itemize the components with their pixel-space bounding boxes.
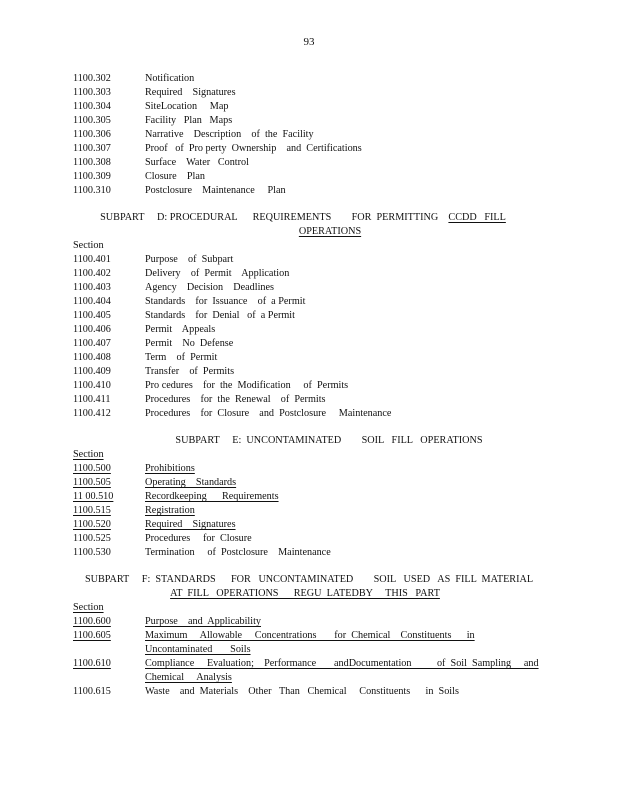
section-title: Term of Permit [145,352,218,363]
section-title: SiteLocation Map [145,101,229,112]
section-column-label: Section [73,240,104,251]
section-number: 1100.520 [73,519,111,530]
section-title: Facility Plan Maps [145,115,233,126]
section-title: Proof of Pro perty Ownership and Certifications [145,143,362,154]
section-title: Notification [145,73,195,84]
subpart-e-heading: SUBPART E: UNCONTAMINATED SOIL FILL OPERATIONS [175,435,483,446]
section-number: 11 00.510 [73,491,114,502]
subpart-f-heading-underlined: AT FILL OPERATIONS REGU LATEDBY THIS PART [170,588,440,599]
subpart-d-heading [0,211,618,225]
subpart-d-heading-underlined: CCDD FILL [448,212,506,223]
section-number: 1100.610 [73,658,111,669]
section-number: 1100.404 [73,296,111,307]
section-number: 1100.615 [73,686,111,697]
section-number: 1100.605 [73,630,111,641]
section-number: 1100.309 [73,171,111,182]
section-title-continued: Uncontaminated Soils [145,644,251,655]
section-title: Purpose of Subpart [145,254,234,265]
subpart-d-heading-line2 [0,225,618,239]
section-title: Recordkeeping Requirements [145,491,279,502]
subpart-f-heading-line2 [0,587,618,601]
subpart-f-heading: SUBPART F: STANDARDS FOR UNCONTAMINATED SOIL USED AS FILL MATERIAL [84,574,534,585]
section-number: 1100.308 [73,157,111,168]
section-column-label: Section [73,602,104,613]
section-number: 1100.303 [73,87,111,98]
section-number: 1100.411 [73,394,111,405]
section-number: 1100.403 [73,282,111,293]
section-title: Waste and Materials Other Than Chemical Constituents in Soils [145,686,459,697]
section-number: 1100.406 [73,324,111,335]
page-number: 93 [303,36,315,48]
section-title: Purpose and Applicability [145,616,262,627]
section-title: Postclosure Maintenance Plan [145,185,286,196]
section-column-label: Section [73,449,104,460]
section-number: 1100.500 [73,463,111,474]
section-number: 1100.305 [73,115,111,126]
section-number: 1100.401 [73,254,111,265]
section-title: Required Signatures [145,87,236,98]
section-title: Prohibitions [145,463,195,474]
section-number: 1100.307 [73,143,111,154]
section-title: Maximum Allowable Concentrations for Chemical Constituents in [145,630,475,641]
section-title: Permit No Defense [145,338,234,349]
section-number: 1100.515 [73,505,111,516]
section-title: Standards for Issuance of a Permit [145,296,306,307]
section-number: 1100.600 [73,616,111,627]
section-title: Delivery of Permit Application [145,268,290,279]
section-number: 1100.408 [73,352,111,363]
section-number: 1100.505 [73,477,111,488]
section-title: Procedures for Closure [145,533,252,544]
section-number: 1100.402 [73,268,111,279]
section-title: Permit Appeals [145,324,216,335]
section-number: 1100.530 [73,547,111,558]
section-number: 1100.407 [73,338,111,349]
section-number: 1100.412 [73,408,111,419]
section-title: Compliance Evaluation; Performance andDocumentation of Soil Sampling and [145,658,539,669]
section-number: 1100.310 [73,185,111,196]
section-title: Termination of Postclosure Maintenance [145,547,331,558]
subpart-d-heading-text: SUBPART D: PROCEDURAL REQUIREMENTS FOR PERMITTING [100,212,449,223]
section-title: Surface Water Control [145,157,249,168]
section-title: Procedures for the Renewal of Permits [145,394,326,405]
section-number: 1100.409 [73,366,111,377]
section-title: Closure Plan [145,171,205,182]
section-title: Registration [145,505,195,516]
section-number: 1100.410 [73,380,111,391]
section-title: Narrative Description of the Facility [145,129,314,140]
section-title: Procedures for Closure and Postclosure Maintenance [145,408,392,419]
section-title: Transfer of Permits [145,366,235,377]
section-title: Pro cedures for the Modification of Permits [145,380,349,391]
section-title: Required Signatures [145,519,236,530]
subpart-d-heading-underlined-2: OPERATIONS [298,226,362,237]
section-number: 1100.304 [73,101,111,112]
section-title: Standards for Denial of a Permit [145,310,295,321]
section-number: 1100.302 [73,73,111,84]
section-number: 1100.525 [73,533,111,544]
section-title-continued: Chemical Analysis [145,672,232,683]
section-title: Operating Standards [145,477,237,488]
section-number: 1100.306 [73,129,111,140]
section-number: 1100.405 [73,310,111,321]
section-title: Agency Decision Deadlines [145,282,275,293]
